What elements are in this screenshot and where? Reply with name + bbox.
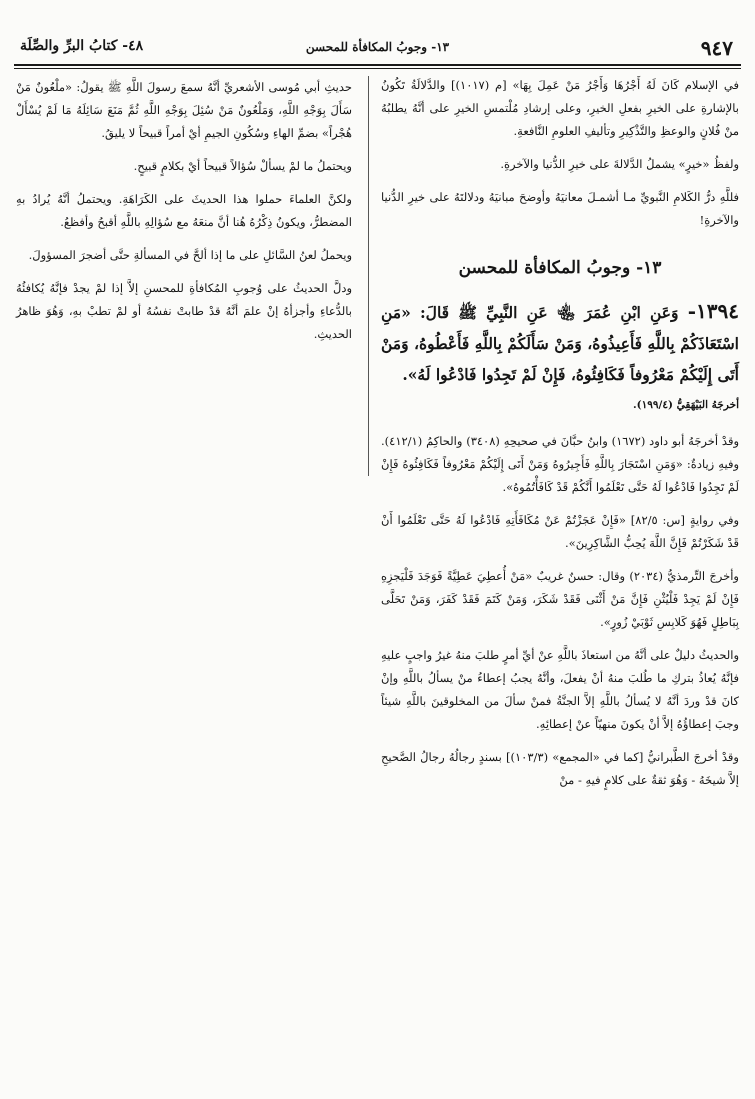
page-number: ٩٤٧ xyxy=(700,36,733,60)
commentary-paragraph: وفي روايةٍ [س: ٨٢/٥] «فَإِنْ عَجَزْتُمْ عَنْ مُكَافَأَتِهِ فَادْعُوا لَهُ حَتَّى تَعْلَمُوا أَنْ قَدْ شَكَرْتُمْ فَإِنَّ اللَّهَ يُحِبُّ الشَّاكِرِينَ». xyxy=(381,513,739,550)
header-rule xyxy=(14,64,741,66)
running-section-title: ١٣- وجوبُ المكافأة للمحسن xyxy=(305,40,450,54)
page-header xyxy=(14,34,741,64)
paragraph: ويحملُ لعنُ السَّائلِ على ما إذا ألحَّ في المسألةِ حتَّى أضجرَ المسؤولَ. xyxy=(28,248,352,262)
hadith-takhrij: أخرجَهُ البَيْهَقِيُّ (١٩٩/٤). xyxy=(633,399,739,411)
commentary-paragraph: والحديثُ دليلٌ على أنَّهُ من استعاذَ باللَّهِ عنْ أيِّ أمرٍ طلبَ منهُ غيرُ واجبٍ عليهِ فإنَّهُ يُعاذُ بتركِ ما طُلبَ منهُ أنْ يفعلَ، وأنَّهُ يجبُ إعطاءُ منْ يسألُ باللَّهِ وإنْ كانَ قدْ وردَ أنَّهُ لا يُسألُ باللَّهِ إلاَّ الجنَّةُ فمنْ سألَ من المخلوقينَ باللَّهِ شيئاً وجبَ إعطاؤُهُ إلاَّ أنْ يكونَ منهيّاً عنْ إعطائِهِ. xyxy=(381,648,739,731)
header-rule-thin xyxy=(14,68,741,69)
paragraph: ولفظُ «خيرٍ» يشملُ الدَّلالةَ على خيرِ الدُّنيا والآخرةِ. xyxy=(500,157,739,171)
commentary-paragraph: وأخرجَ التِّرمذيُّ (٢٠٣٤) وقال: حسنٌ غريبٌ «مَنْ أُعطِيَ عَطِيَّةً فَوَجَدَ فَلْيَجزِهِ فَإِنْ لَمْ يَجِدْ فَلْيُثْنِ فَإِنَّ مَنْ أَثْنَى فَقَدْ شَكَرَ، وَمَنْ كَتَمَ فَقَدْ كَفَرَ، وَمَنْ تَحَلَّى بِبَاطِلٍ فَهُوَ كَلابِسِ ثَوْبَيْ زُورٍ». xyxy=(381,569,739,629)
column-divider xyxy=(368,76,369,476)
hadith-text: وَعَنِ ابْنِ عُمَرَ ﵄ عَنِ النَّبِيِّ ﷺ قَالَ: «مَنِ اسْتَعَاذَكُمْ بِاللَّهِ فَأَعِيذُوهُ، وَمَنْ سَأَلَكُمْ بِاللَّهِ فَأَعْطُوهُ، وَمَنْ أَتَى إِلَيْكُمْ مَعْرُوفاً فَكَافِئُوهُ، فَإِنْ لَمْ تَجِدُوا فَادْعُوا لَهُ». xyxy=(381,303,739,384)
right-column xyxy=(381,74,739,802)
commentary-paragraph: وقدْ أخرجَ الطَّبرانيُّ [كما في «المجمع» (١٠٣/٣)] بسندٍ رجالُهُ رجالُ الصَّحيحِ إلاَّ شيخَهُ - وَهُوَ ثقةٌ على كلامٍ فيهِ - منْ xyxy=(381,750,739,787)
paragraph: حديثِ أبي مُوسى الأشعريِّ أنَّهُ سمعَ رسولَ اللَّهِ ﷺ يقولُ: «ملْعُونٌ مَنْ سَأَلَ بِوَجْهِ اللَّهِ، وَمَلْعُونٌ مَنْ سُئِلَ بِوَجْهِ اللَّهِ ثُمَّ مَنَعَ سَائِلَهُ مَا لَمْ يُسْأَلْ هُجْراً» بضمِّ الهاءِ وسُكُونِ الجيمِ أيْ أمراً قبيحاً لا يليقُ. xyxy=(16,80,352,140)
hadith-block xyxy=(381,296,739,390)
commentary-paragraph: وقدْ أخرجَهُ أبو داود (١٦٧٢) وابنُ حبَّانَ في صحيحِهِ (٣٤٠٨) والحاكِمُ (٤١٢/١). وفيهِ زيادةٌ: «وَمَنِ اسْتَجَارَ بِاللَّهِ فَأَجِيرُوهُ وَمَنْ أَتَى إِلَيْكُمْ مَعْرُوفاً فَكَافِئُوهُ فَإِنْ لَمْ تَجِدُوا فَادْعُوا لَهُ حَتَّى تَعْلَمُوا أَنَّكُمْ قَدْ كَافَأْتُمُوهُ». xyxy=(381,434,740,494)
running-book-title: ٤٨- كتابُ البرِّ والصِّلَة xyxy=(20,38,144,54)
paragraph: ودلَّ الحديثُ على وُجوبِ المُكافأةِ للمحسنِ إلاَّ إذا لمْ يجدْ فإنَّهُ يُكافئُهُ بالدُّعاءِ وأجزأهُ إنْ علمَ أنَّهُ قدْ طابتْ نفسُهُ أو لمْ تطبْ بهِ، وَهُوَ ظاهرُ الحديثِ. xyxy=(16,281,352,341)
paragraph: فللَّهِ درُّ الكَلامِ النَّبويِّ مـا أشمـلَ معانيَهُ وأوضحَ مبانيَهُ ودلالتَهُ على خيرِ الدُّنيا والآخرةِ! xyxy=(381,190,739,227)
left-column xyxy=(16,76,352,356)
section-heading: ١٣- وجوبُ المكافأة للمحسن xyxy=(458,258,662,278)
paragraph: ولكنَّ العلماءَ حملوا هذا الحديثَ على الكَرَاهَةِ. ويحتملُ أنَّهُ يُرادُ بهِ المضطرُّ، ويكونُ ذِكْرُهُ هُنا أنَّ منعَهُ مع سُؤالِهِ باللَّهِ أقبحُ وأفظعُ. xyxy=(16,192,352,229)
paragraph: ويحتملُ ما لمْ يسألْ سُؤالاً قبيحاً أيْ بكلامٍ قبيحٍ. xyxy=(133,159,352,173)
paragraph: في الإسلام كَانَ لَهُ أَجْرُهَا وَأَجْرُ مَنْ عَمِلَ بِهَا» [م (١٠١٧)] والدَّلالَةُ تَكُونُ بالإشارةِ على الخيرِ بفعلِ الخيرِ، وعلى إرشادِ مُلْتمسِ الخيرِ على أنَّهُ يطلبُهُ منْ فُلانٍ والوعظِ والتَّذْكِيرِ وتأليفِ العلومِ النَّافعةِ. xyxy=(381,78,739,138)
hadith-number: ١٣٩٤- xyxy=(687,299,739,323)
